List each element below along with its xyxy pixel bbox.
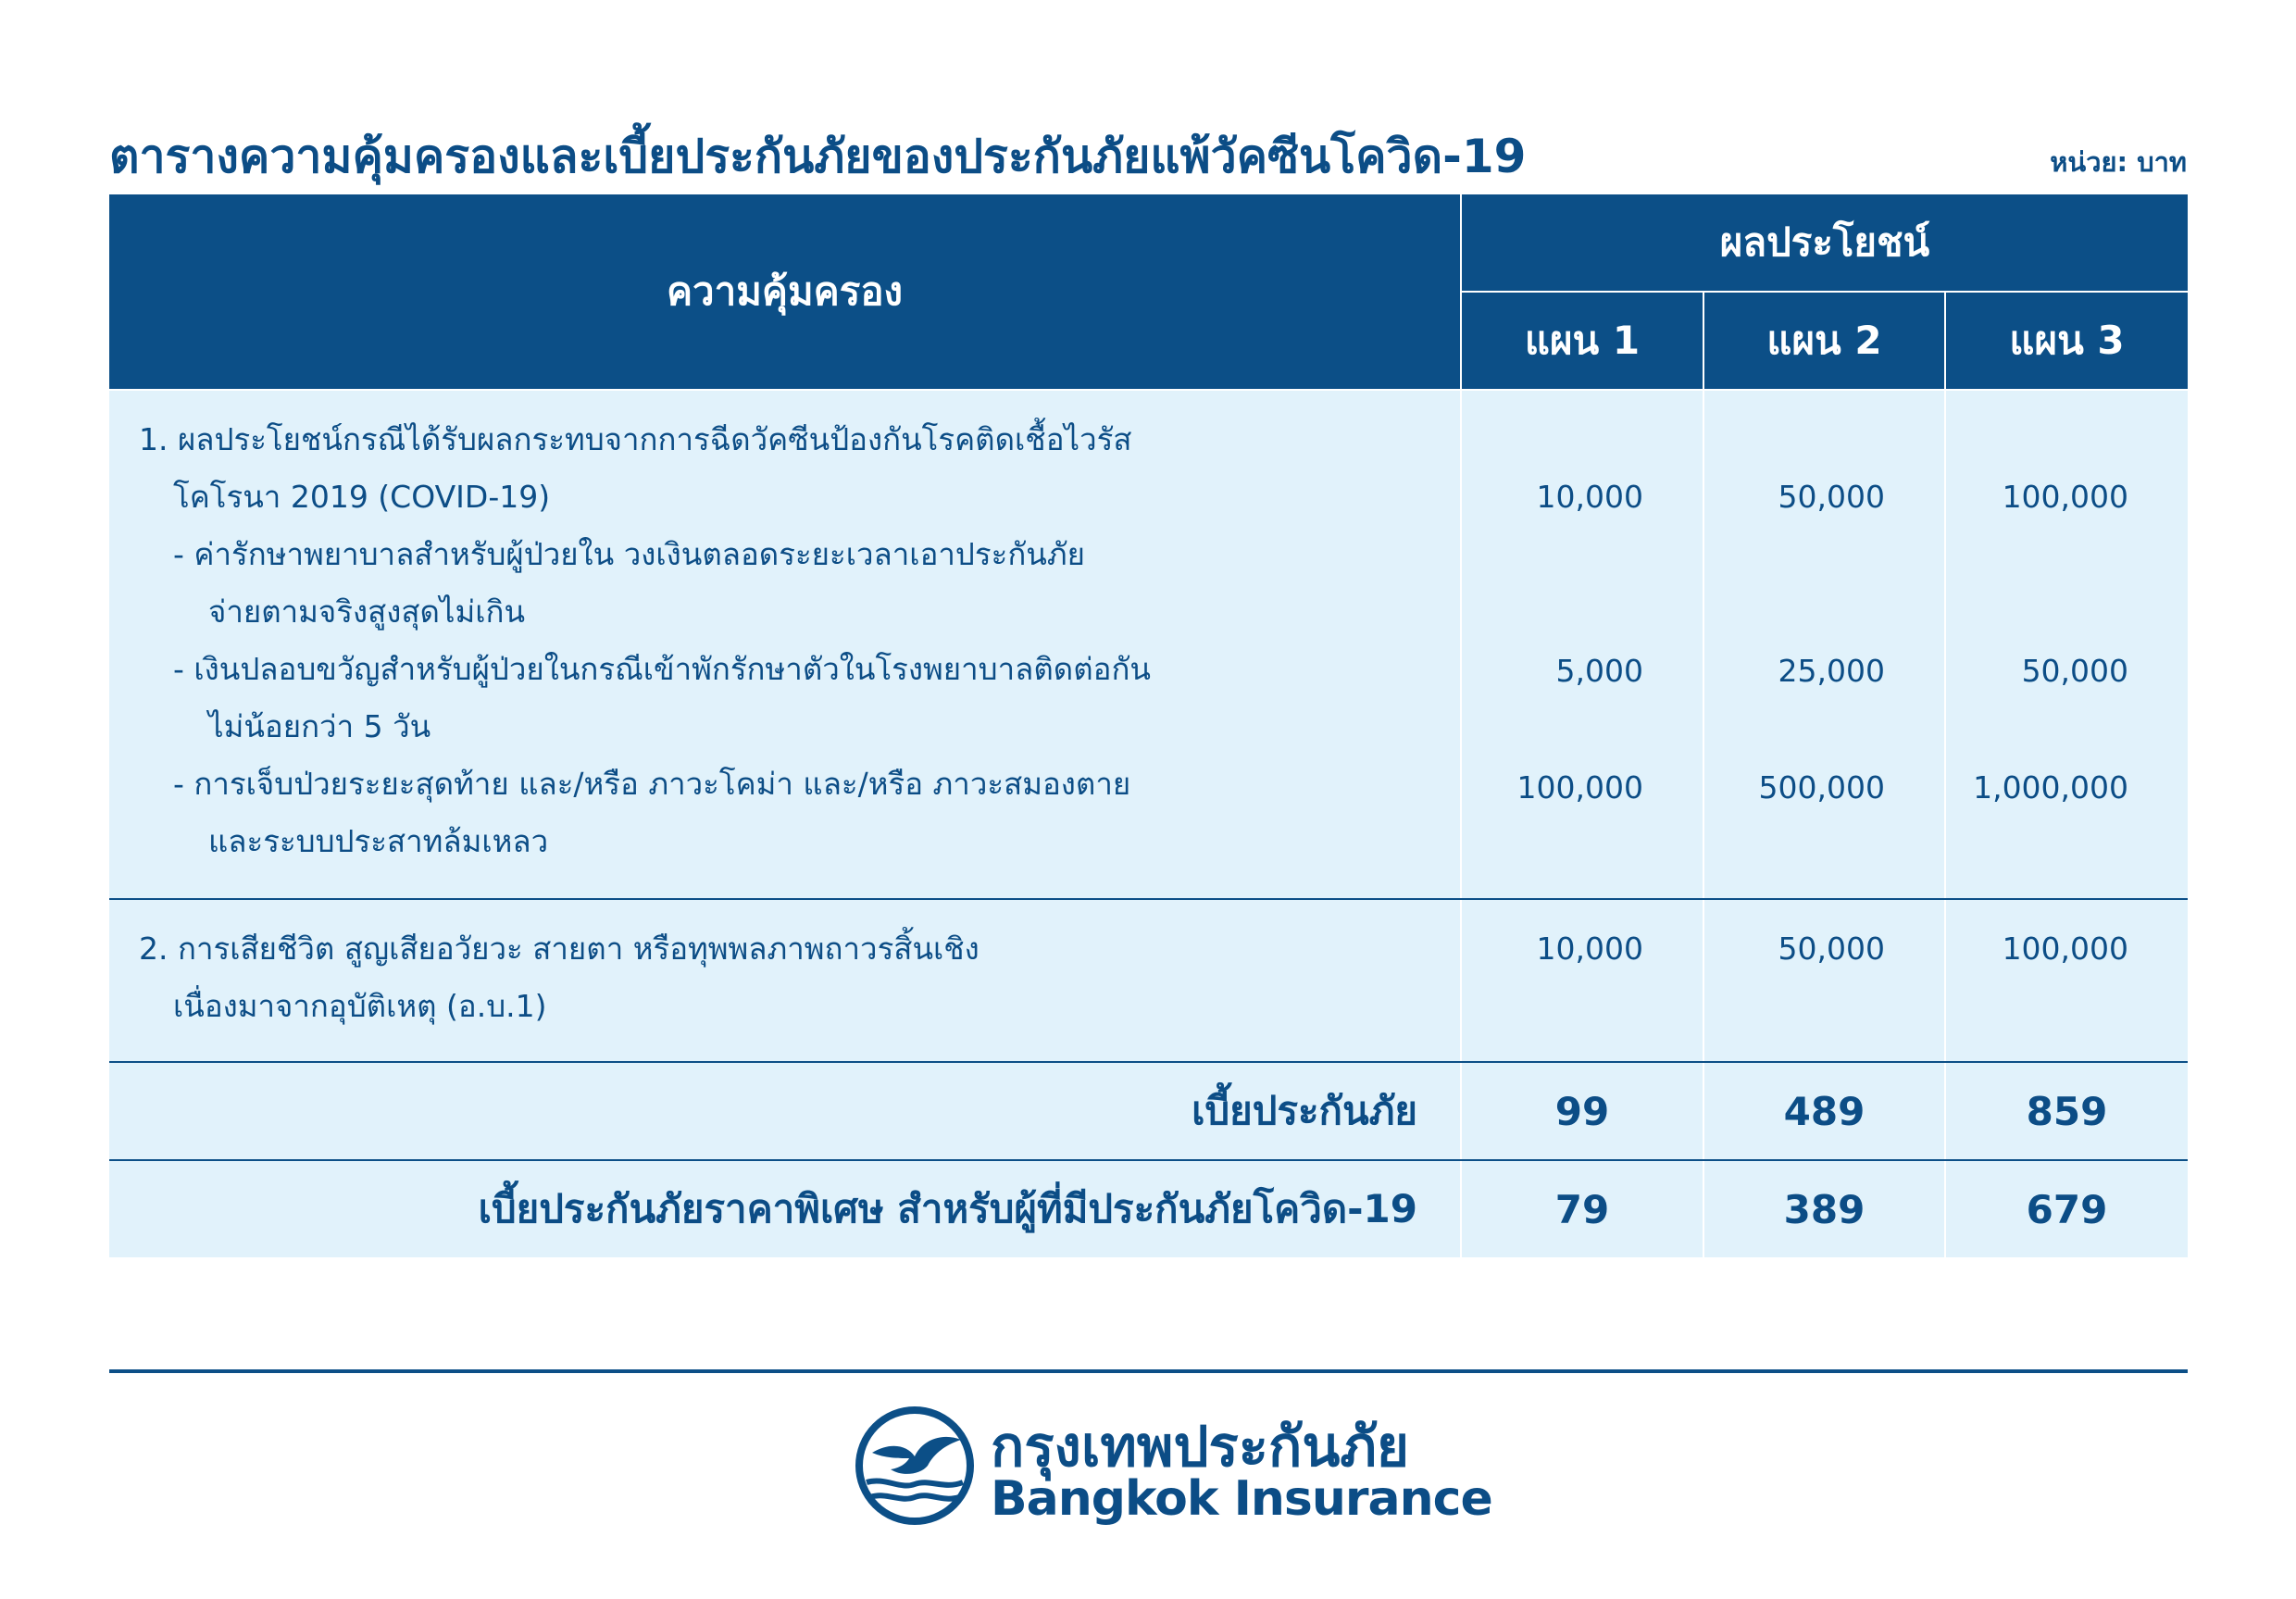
- value-cell: 1,000,000: [1973, 769, 2129, 806]
- section-2-plan-1: [1461, 899, 1703, 1062]
- special-premium-plan-3: 679: [1945, 1160, 2188, 1257]
- bird-logo-icon: [854, 1405, 976, 1527]
- section-1-line: ไม่น้อยกว่า 5 วัน: [208, 708, 431, 744]
- table-row-premium: [109, 1062, 2188, 1160]
- header-plan-2: แผน 2: [1703, 292, 1945, 390]
- page-title: ตารางความคุ้มครองและเบี้ยประกันภัยของประกันภัยแพ้วัคซีนโควิด-19: [109, 130, 1527, 183]
- value-cell: 10,000: [1536, 479, 1643, 515]
- value-cell: 100,000: [1516, 769, 1643, 806]
- special-premium-label: เบี้ยประกันภัยราคาพิเศษ สำหรับผู้ที่มีประกันภัยโควิด-19: [109, 1160, 1461, 1257]
- header-coverage: ความคุ้มครอง: [109, 194, 1461, 390]
- footer-divider: [109, 1369, 2188, 1373]
- section-1-plan-2: [1703, 390, 1945, 899]
- logo-thai-text: กรุงเทพประกันภัย: [991, 1415, 1410, 1480]
- premium-plan-2: 489: [1703, 1062, 1945, 1160]
- section-1-line: - การเจ็บป่วยระยะสุดท้าย และ/หรือ ภาวะโคม่า และ/หรือ ภาวะสมองตาย: [173, 766, 1131, 802]
- premium-plan-1: 99: [1461, 1062, 1703, 1160]
- special-premium-plan-2: 389: [1703, 1160, 1945, 1257]
- value-cell: 10,000: [1536, 931, 1643, 967]
- logo-english-text: Bangkok Insurance: [991, 1471, 1492, 1527]
- section-1-line: - เงินปลอบขวัญสำหรับผู้ป่วยในกรณีเข้าพักรักษาตัวในโรงพยาบาลติดต่อกัน: [173, 651, 1151, 687]
- table-row-section-2: [109, 899, 2188, 1062]
- value-cell: 100,000: [2002, 479, 2129, 515]
- value-cell: 50,000: [1778, 931, 1885, 967]
- header-plan-3: แผน 3: [1945, 292, 2188, 390]
- value-cell: 500,000: [1758, 769, 1885, 806]
- value-cell: 50,000: [2021, 653, 2129, 689]
- section-2-description: [109, 899, 1461, 1062]
- value-cell: 50,000: [1778, 479, 1885, 515]
- premium-plan-3: 859: [1945, 1062, 2188, 1160]
- header-plan-1: แผน 1: [1461, 292, 1703, 390]
- section-1-line: 1. ผลประโยชน์กรณีได้รับผลกระทบจากการฉีดวัคซีนป้องกันโรคติดเชื้อไวรัส: [139, 421, 1132, 457]
- unit-label: หน่วย: บาท: [2050, 146, 2187, 178]
- section-1-plan-3: [1945, 390, 2188, 899]
- coverage-table: [109, 194, 2188, 1257]
- company-logo: [854, 1403, 1492, 1532]
- section-2-plan-3: [1945, 899, 2188, 1062]
- special-premium-plan-1: 79: [1461, 1160, 1703, 1257]
- value-cell: 100,000: [2002, 931, 2129, 967]
- section-2-line: เนื่องมาจากอุบัติเหตุ (อ.บ.1): [173, 988, 547, 1024]
- section-1-plan-1: [1461, 390, 1703, 899]
- section-2-plan-2: [1703, 899, 1945, 1062]
- section-2-line: 2. การเสียชีวิต สูญเสียอวัยวะ สายตา หรือทุพพลภาพถาวรสิ้นเชิง: [139, 931, 980, 967]
- section-1-description: [109, 390, 1461, 899]
- table-row-section-1: [109, 390, 2188, 899]
- premium-label: เบี้ยประกันภัย: [109, 1062, 1461, 1160]
- value-cell: 25,000: [1778, 653, 1885, 689]
- table-row-special-premium: [109, 1160, 2188, 1257]
- section-1-line: - ค่ารักษาพยาบาลสำหรับผู้ป่วยใน วงเงินตลอดระยะเวลาเอาประกันภัย: [173, 536, 1085, 572]
- section-1-line: จ่ายตามจริงสูงสุดไม่เกิน: [208, 593, 526, 630]
- value-cell: 5,000: [1555, 653, 1643, 689]
- section-1-line: และระบบประสาทล้มเหลว: [208, 823, 549, 859]
- section-1-line: โคโรนา 2019 (COVID-19): [173, 479, 551, 515]
- header-benefit: ผลประโยชน์: [1461, 194, 2188, 292]
